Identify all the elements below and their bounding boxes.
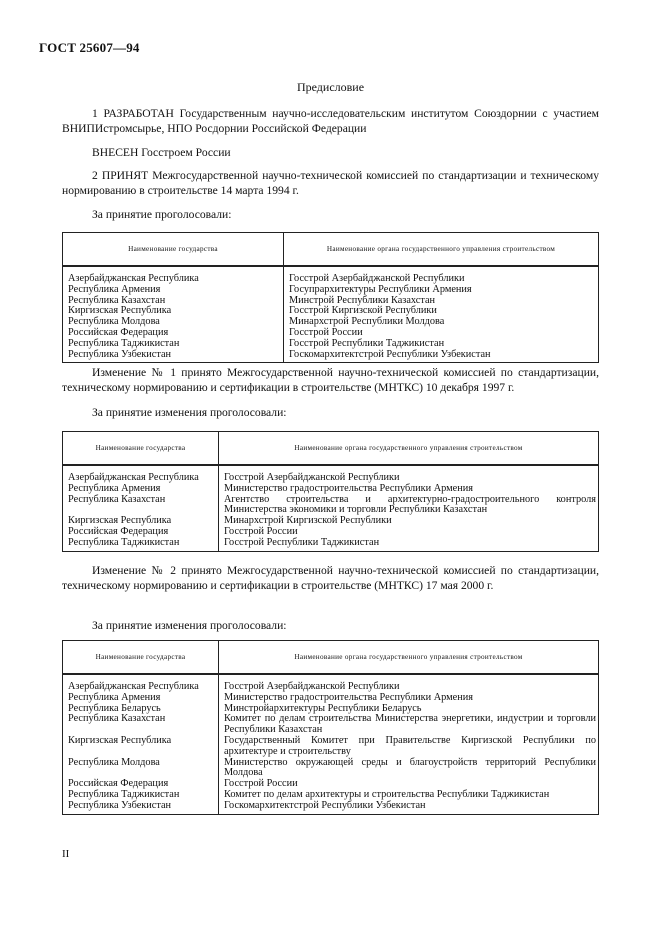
table-row: Республика Молдова Минархстрой Республики Молдова: [63, 317, 599, 328]
paragraph-amendment-1: Изменение № 1 принято Межгосударственной научно-технической комиссией по стандартизации, техническому нормированию и сертификации в строительстве (МНТКС) 10 декабря 1997 г.: [62, 366, 599, 394]
table-row: Российская Федерация Госстрой России: [63, 328, 599, 339]
page-number: II: [62, 848, 70, 860]
page-title: Предисловие: [296, 80, 365, 94]
table-row: Республика Беларусь Минстройархитектуры Республики Беларусь: [63, 704, 599, 715]
table-row: Республика Казахстан Агентство строительства и архитектурно-градостроительного контроля Министерства экономики и торговли Республики Казахстан: [63, 495, 599, 517]
table-row: Российская Федерация Госстрой России: [63, 779, 599, 790]
table-row: Республика Таджикистан Госстрой Республики Таджикистан: [63, 538, 599, 551]
table-row: Республика Таджикистан Госстрой Республики Таджикистан: [63, 339, 599, 350]
table-row: Российская Федерация Госстрой России: [63, 527, 599, 538]
table-row: Республика Молдова Министерство окружающей среды и благоустройств территорий Республики Молдова: [63, 758, 599, 780]
table-row: Республика Таджикистан Комитет по делам архитектуры и строительства Республики Таджикистан: [63, 790, 599, 801]
voting-table-1: [62, 232, 599, 363]
table-row: Республика Армения Министерство градостроительства Республики Армения: [63, 484, 599, 495]
table-row: Киргизская Республика Госстрой Киргизской Республики: [63, 306, 599, 317]
column-header-authority: Наименование органа государственного управления строительством: [219, 641, 599, 675]
paragraph-amendment-2-voted: За принятие изменения проголосовали:: [92, 619, 287, 632]
table-row: Республика Армения Министерство градостроительства Республики Армения: [63, 693, 599, 704]
column-header-state: Наименование государства: [63, 432, 219, 466]
table-row: Республика Казахстан Комитет по делам строительства Министерства энергетики, индустрии и торговли Республики Казахстан: [63, 714, 599, 736]
column-header-authority: Наименование органа государственного управления строительством: [219, 432, 599, 466]
table-row: Республика Узбекистан Госкомархитектстрой Республики Узбекистан: [63, 350, 599, 363]
column-header-state: Наименование государства: [63, 641, 219, 675]
voting-table-3: [62, 640, 599, 815]
voting-table-2: [62, 431, 599, 552]
table-row: Киргизская Республика Государственный Комитет при Правительстве Киргизской Республики по архитектуре и строительству: [63, 736, 599, 758]
paragraph-adopted: 2 ПРИНЯТ Межгосударственной научно-технической комиссией по стандартизации и техническому нормированию в строительстве 14 марта 1994 г.: [62, 169, 599, 197]
column-header-state: Наименование государства: [63, 233, 284, 267]
table-row: Республика Узбекистан Госкомархитектстрой Республики Узбекистан: [63, 801, 599, 814]
paragraph-voted: За принятие проголосовали:: [92, 208, 232, 221]
paragraph-developed: 1 РАЗРАБОТАН Государственным научно-исследовательским институтом Союздорнии с участием ВНИПИстромсырье, НПО Росдорнии Российской Федерации: [62, 107, 599, 135]
table-row: Азербайджанская Республика Госстрой Азербайджанской Республики: [63, 274, 599, 285]
table-row: Азербайджанская Республика Госстрой Азербайджанской Республики: [63, 682, 599, 693]
document-code: ГОСТ 25607—94: [39, 40, 140, 55]
table-row: Киргизская Республика Минархстрой Киргизской Республики: [63, 516, 599, 527]
paragraph-amendment-2: Изменение № 2 принято Межгосударственной научно-технической комиссией по стандартизации, техническому нормированию и сертификации в строительстве (МНТКС) 17 мая 2000 г.: [62, 564, 599, 592]
table-row: Республика Армения Госупрархитектуры Республики Армения: [63, 285, 599, 296]
table-row: Республика Казахстан Минстрой Республики Казахстан: [63, 296, 599, 307]
paragraph-submitted: ВНЕСЕН Госстроем России: [92, 146, 231, 159]
table-row: Азербайджанская Республика Госстрой Азербайджанской Республики: [63, 473, 599, 484]
paragraph-amendment-1-voted: За принятие изменения проголосовали:: [92, 406, 287, 419]
column-header-authority: Наименование органа государственного управления строительством: [284, 233, 599, 267]
